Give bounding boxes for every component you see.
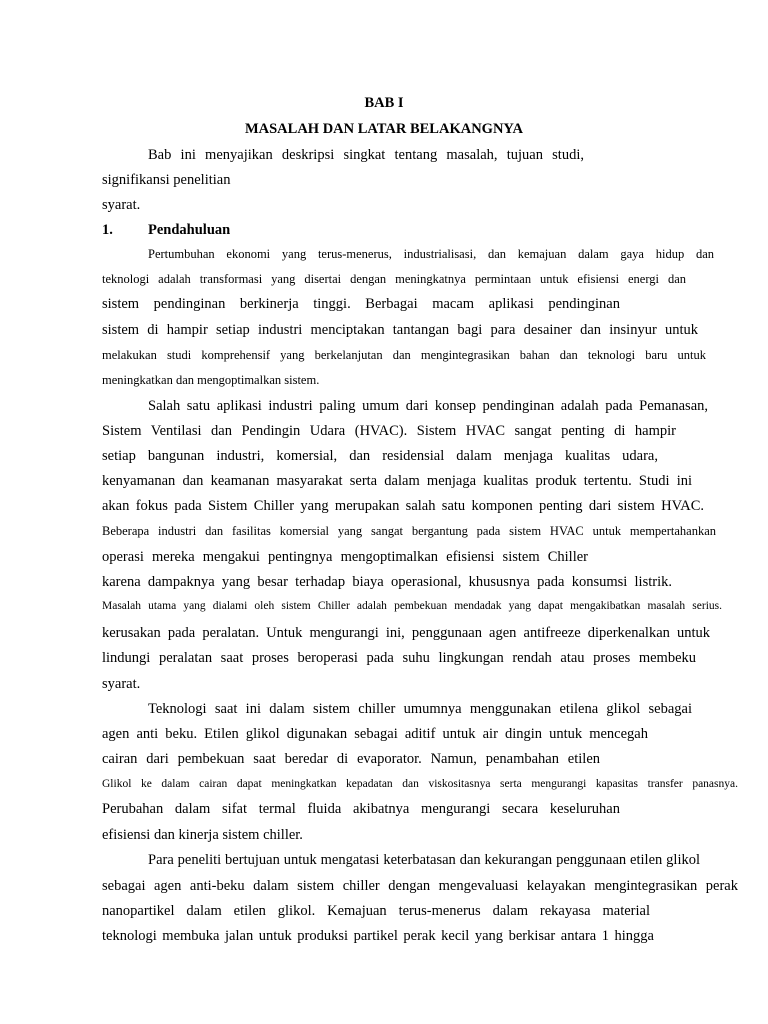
- p2-line-10: kerusakan pada peralatan. Untuk mengurangi ini, penggunaan agen antifreeze diperkenalkan untuk: [102, 625, 710, 641]
- p2-line-6: Beberapa industri dan fasilitas komersial yang sangat bergantung pada sistem HVAC untuk mempertahankan: [102, 524, 716, 538]
- chapter-title: MASALAH DAN LATAR BELAKANGNYA: [244, 121, 524, 137]
- p2-line-4: kenyamanan dan keamanan masyarakat serta dalam menjaga kualitas produk tertentu. Studi ini: [102, 473, 692, 489]
- p2-line-8: karena dampaknya yang besar terhadap biaya operasional, khususnya pada konsumsi listrik.: [102, 574, 672, 590]
- p3-line-5: Perubahan dalam sifat termal fluida akibatnya mengurangi secara keseluruhan: [102, 801, 620, 817]
- p2-line-5: akan fokus pada Sistem Chiller yang merupakan salah satu komponen penting dari sistem HVAC.: [102, 498, 704, 514]
- section-title: Pendahuluan: [148, 222, 231, 238]
- intro-line-2: signifikansi penelitian: [102, 172, 231, 188]
- p3-line-4: Glikol ke dalam cairan dapat meningkatkan kepadatan dan viskositasnya serta mengurangi kapasitas transfer panasnya.: [102, 778, 738, 790]
- p4-line-2: sebagai agen anti-beku dalam sistem chiller dengan mengevaluasi kelayakan mengintegrasikan perak: [102, 878, 738, 894]
- p3-line-3: cairan dari pembekuan saat beredar di evaporator. Namun, penambahan etilen: [102, 751, 600, 767]
- p1-line-6: meningkatkan dan mengoptimalkan sistem.: [102, 373, 320, 387]
- p2-line-3: setiap bangunan industri, komersial, dan residensial dalam menjaga kualitas udara,: [102, 448, 658, 464]
- p2-line-7: operasi mereka mengakui pentingnya mengoptimalkan efisiensi sistem Chiller: [102, 549, 588, 565]
- p2-line-1: Salah satu aplikasi industri paling umum dari konsep pendinginan adalah pada Pemanasan,: [148, 398, 708, 414]
- p1-line-2: teknologi adalah transformasi yang disertai dengan meningkatnya permintaan untuk efisiensi energi dan: [102, 272, 686, 286]
- p4-line-4: teknologi membuka jalan untuk produksi partikel perak kecil yang berkisar antara 1 hingga: [102, 928, 654, 944]
- intro-line-1: Bab ini menyajikan deskripsi singkat tentang masalah, tujuan studi,: [148, 147, 584, 163]
- chapter-number: BAB I: [364, 95, 404, 111]
- p1-line-4: sistem di hampir setiap industri menciptakan tantangan bagi para desainer dan insinyur untuk: [102, 322, 698, 338]
- p3-line-6: efisiensi dan kinerja sistem chiller.: [102, 827, 303, 843]
- p2-line-9: Masalah utama yang dialami oleh sistem Chiller adalah pembekuan mendadak yang dapat mengakibatkan masalah serius.: [102, 600, 722, 612]
- p1-line-5: melakukan studi komprehensif yang berkelanjutan dan mengintegrasikan bahan dan teknologi baru untuk: [102, 348, 706, 362]
- p3-line-2: agen anti beku. Etilen glikol digunakan sebagai aditif untuk air dingin untuk mencegah: [102, 726, 648, 742]
- p1-line-3: sistem pendinginan berkinerja tinggi. Berbagai macam aplikasi pendinginan: [102, 296, 620, 312]
- p2-line-2: Sistem Ventilasi dan Pendingin Udara (HVAC). Sistem HVAC sangat penting di hampir: [102, 423, 676, 439]
- p4-line-1: Para peneliti bertujuan untuk mengatasi keterbatasan dan kekurangan penggunaan etilen glikol: [148, 852, 700, 868]
- p4-line-3: nanopartikel dalam etilen glikol. Kemajuan terus-menerus dalam rekayasa material: [102, 903, 650, 919]
- intro-line-3: syarat.: [102, 197, 141, 213]
- section-number: 1.: [102, 222, 113, 238]
- p2-line-11: lindungi peralatan saat proses beroperasi pada suhu lingkungan rendah atau proses membeku: [102, 650, 696, 666]
- p1-line-1: Pertumbuhan ekonomi yang terus-menerus, industrialisasi, dan kemajuan dalam gaya hidup dan: [148, 247, 714, 261]
- p3-line-1: Teknologi saat ini dalam sistem chiller umumnya menggunakan etilena glikol sebagai: [148, 701, 692, 717]
- p2-line-12: syarat.: [102, 676, 141, 692]
